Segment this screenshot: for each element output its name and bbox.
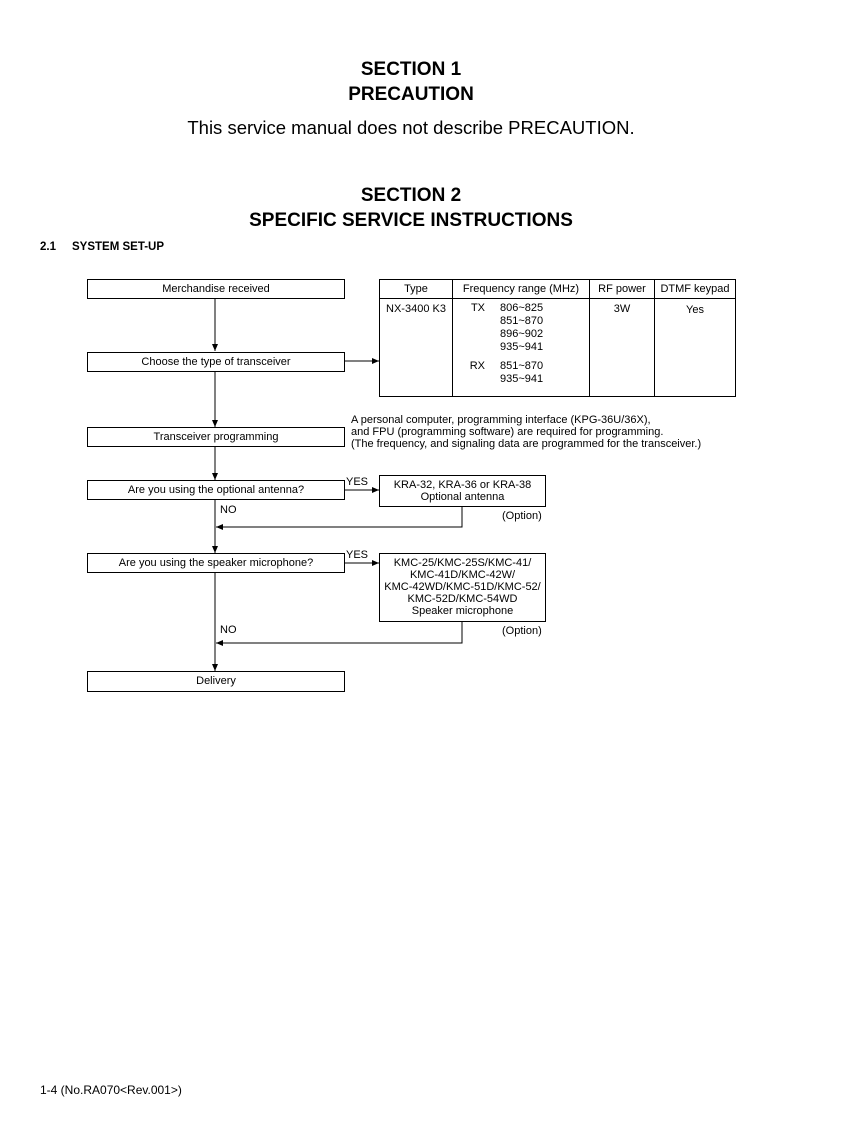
speaker-no-label: NO (220, 624, 237, 636)
cell-type: NX-3400 K3 (380, 299, 453, 397)
header-type: Type (380, 280, 453, 299)
programming-note-line2: and FPU (programming software) are required for programming. (351, 426, 664, 438)
cell-rf-power: 3W (590, 299, 655, 397)
optional-antenna-models: KRA-32, KRA-36 or KRA-38 (393, 479, 532, 491)
cell-dtmf: Yes (655, 299, 736, 397)
tx-frequency-group (453, 302, 589, 354)
rx-label: RX (469, 360, 485, 372)
tx-range: 851~870 (500, 315, 544, 327)
speaker-models-line3: KMC-42WD/KMC-51D/KMC-52/ (384, 581, 541, 593)
speaker-microphone-box (379, 553, 546, 622)
tx-range: 935~941 (500, 341, 544, 353)
transceiver-spec-table (379, 279, 736, 397)
cell-frequency (453, 299, 590, 397)
speaker-microphone-label: Speaker microphone (411, 605, 514, 617)
arrow-antenna-return (216, 507, 462, 527)
section1-subtitle: PRECAUTION (348, 84, 474, 105)
rx-range: 851~870 (500, 360, 544, 372)
speaker-yes-label: YES (346, 549, 369, 561)
merchandise-received-box: Merchandise received (87, 279, 345, 299)
subsection-number: 2.1 (40, 241, 56, 253)
page-footer: 1-4 (No.RA070<Rev.001>) (40, 1083, 182, 1097)
header-dtmf: DTMF keypad (655, 280, 736, 299)
choose-transceiver-box: Choose the type of transceiver (87, 352, 345, 372)
section1-note: This service manual does not describe PRECAUTION. (187, 117, 635, 138)
tx-range: 896~902 (500, 328, 544, 340)
tx-range: 806~825 (500, 302, 544, 314)
speaker-option-label: (Option) (502, 625, 542, 637)
section2-title: SECTION 2 (360, 185, 462, 206)
delivery-box: Delivery (87, 671, 345, 692)
rx-range: 935~941 (500, 373, 544, 385)
antenna-option-label: (Option) (502, 510, 542, 522)
header-rf-power: RF power (590, 280, 655, 299)
speaker-models-line1: KMC-25/KMC-25S/KMC-41/ (393, 557, 532, 569)
programming-note (351, 414, 701, 450)
optional-antenna-box (379, 475, 546, 507)
tx-label: TX (470, 302, 485, 314)
programming-note-line1: A personal computer, programming interface (KPG-36U/36X), (351, 414, 651, 426)
speaker-models-line2: KMC-41D/KMC-42W/ (409, 569, 516, 581)
speaker-models-line4: KMC-52D/KMC-54WD (407, 593, 518, 605)
rx-frequency-group (453, 360, 589, 386)
arrow-speaker-return (216, 622, 462, 643)
antenna-no-label: NO (220, 504, 237, 516)
antenna-yes-label: YES (346, 476, 369, 488)
section2-subtitle: SPECIFIC SERVICE INSTRUCTIONS (249, 210, 573, 231)
spec-table-row (380, 299, 736, 397)
antenna-question-box: Are you using the optional antenna? (87, 480, 345, 500)
transceiver-programming-box: Transceiver programming (87, 427, 345, 447)
programming-note-line3: (The frequency, and signaling data are programmed for the transceiver.) (351, 438, 702, 450)
speaker-question-box: Are you using the speaker microphone? (87, 553, 345, 573)
subsection-title: SYSTEM SET-UP (72, 241, 165, 253)
spec-table-header-row (380, 280, 736, 299)
header-frequency: Frequency range (MHz) (453, 280, 590, 299)
optional-antenna-label: Optional antenna (420, 491, 505, 503)
section1-title: SECTION 1 (360, 59, 462, 80)
